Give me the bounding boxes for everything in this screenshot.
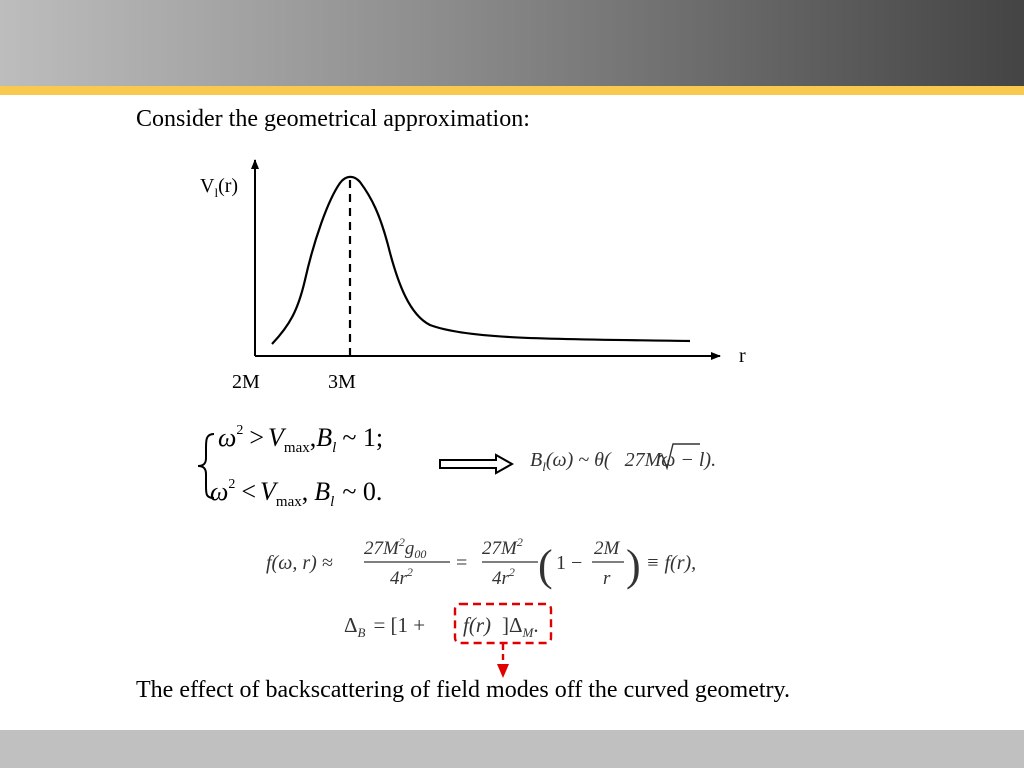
- result-equation: $B_l(\omega)$ ~ θ( 27Mω − l).: [530, 449, 717, 474]
- svg-text:≡ f(r),: ≡ f(r),: [646, 552, 697, 574]
- svg-text:f(ω, r) ≈: f(ω, r) ≈: [266, 552, 333, 574]
- case-2: $\omega^2 < V_{max}$, $B_l$ ~ 0.: [210, 477, 383, 510]
- svg-text:2M: 2M: [594, 538, 620, 559]
- implication-arrow: [440, 455, 512, 473]
- f-definition-equation: [266, 535, 696, 590]
- delta-b-equation: [344, 613, 539, 640]
- potential-plot: [200, 160, 746, 393]
- svg-text:1 −: 1 −: [556, 552, 583, 574]
- potential-curve: [272, 177, 690, 344]
- svg-text:27M2g00: $27M^2g_{00}$: [364, 535, 427, 561]
- svg-text:): ): [626, 541, 641, 590]
- y-axis-label: $V_l(r)$: [200, 175, 239, 200]
- x-axis-label: r: [739, 345, 746, 367]
- intro-text: Consider the geometrical approximation:: [136, 106, 530, 132]
- svg-text:r: r: [603, 568, 611, 589]
- highlight-arrowhead: [497, 664, 509, 678]
- conclusion-text: The effect of backscattering of field modes off the curved geometry.: [136, 677, 790, 703]
- svg-text:4r2: $4r^2$: [492, 565, 515, 589]
- svg-text:ΔB= [1 +: $\Delta_B = [1$ +: [344, 613, 426, 640]
- svg-text:4r2: $4r^2$: [390, 565, 413, 589]
- tick-label-3m: 3M: [328, 371, 356, 393]
- bottom-bar: [0, 730, 1024, 768]
- svg-text:]ΔM.: ]$\Delta_M$.: [502, 613, 539, 640]
- tick-label-2m: 2M: [232, 371, 260, 393]
- svg-text:27M2: $27M^2$: [482, 535, 523, 559]
- svg-text:=: =: [456, 552, 468, 574]
- boxed-term: f(r): [463, 613, 491, 637]
- piecewise-equation: [198, 423, 383, 510]
- svg-text:(: (: [538, 541, 553, 590]
- case-1: $\omega^2 > V_{max},B_l$ ~ 1;: [218, 423, 384, 456]
